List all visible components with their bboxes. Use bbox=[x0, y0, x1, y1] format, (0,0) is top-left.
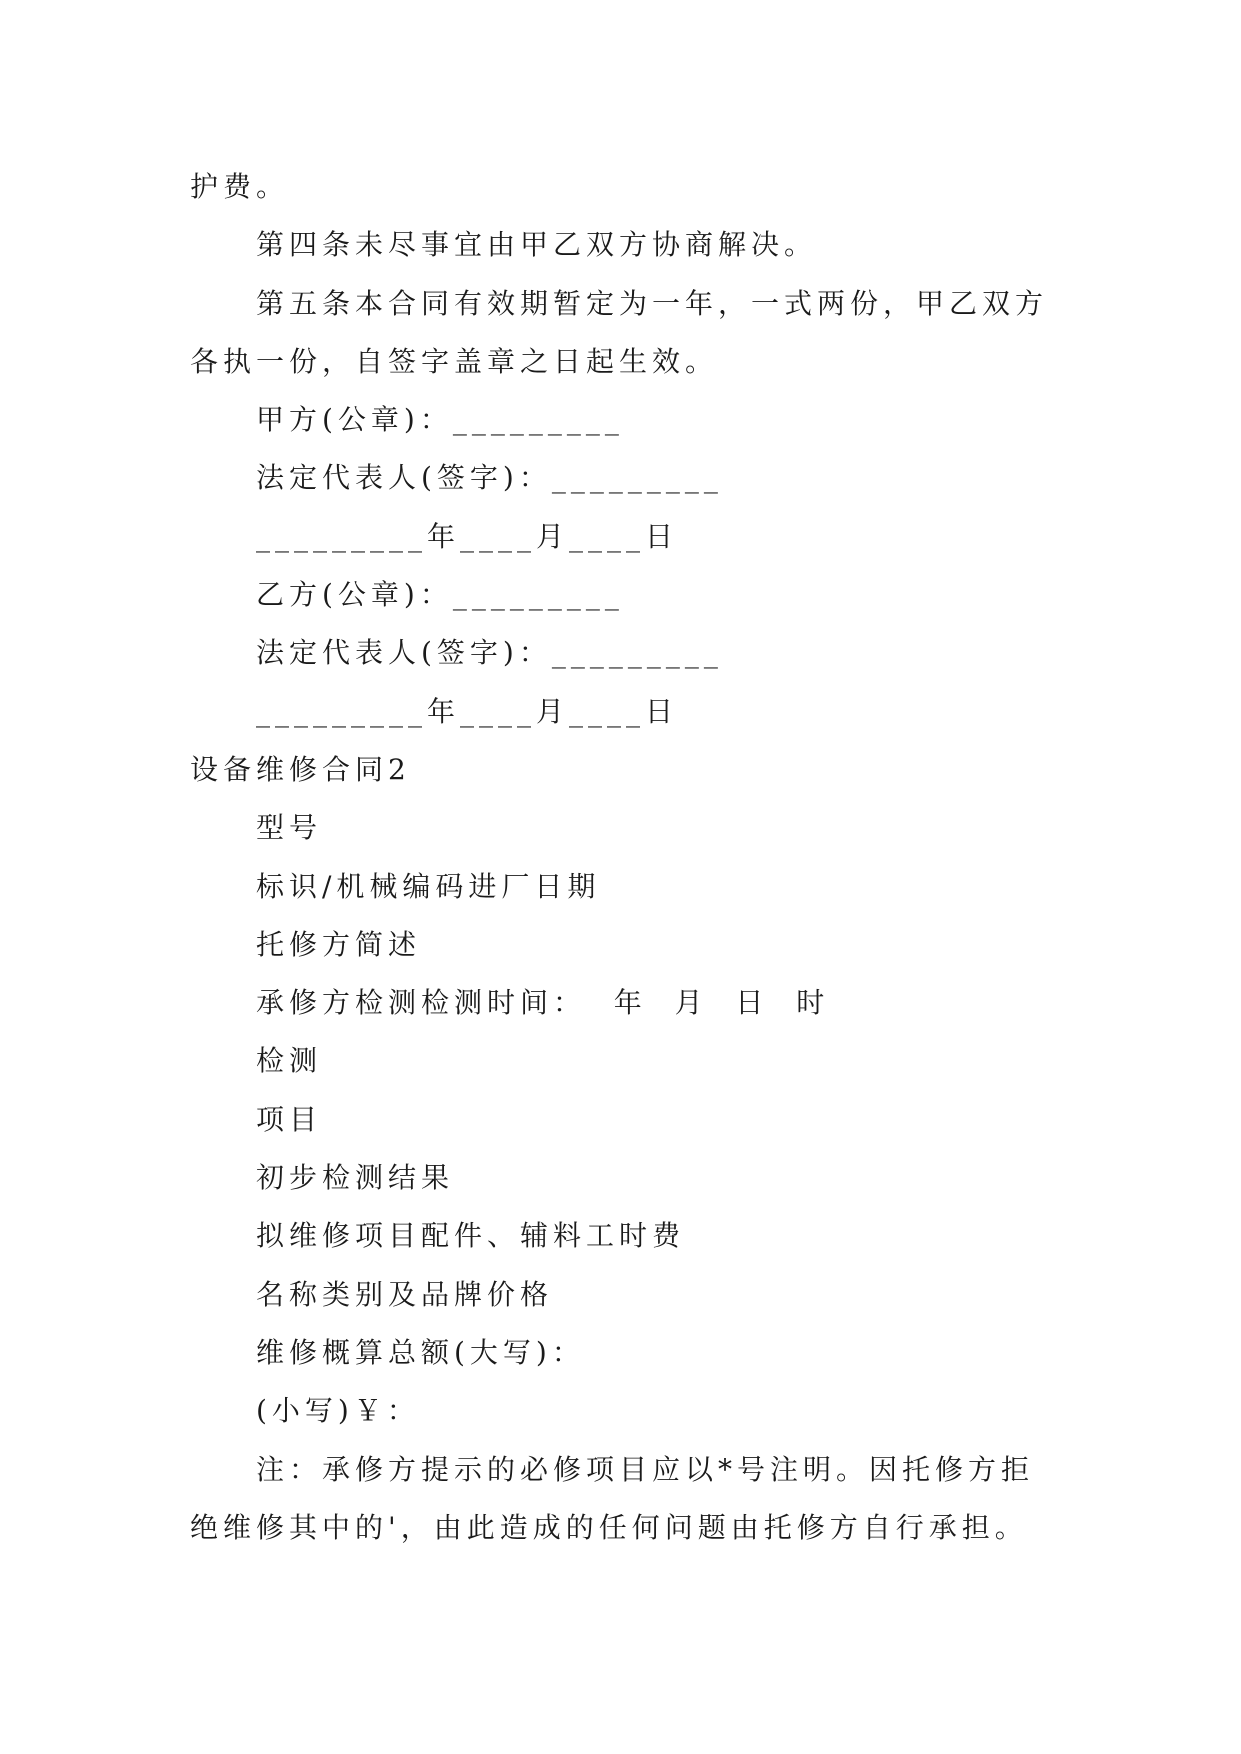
text-line: 法定代表人(签字)：_________ bbox=[256, 461, 723, 495]
text-line: (小写)￥： bbox=[256, 1394, 420, 1428]
text-line: 托修方简述 bbox=[256, 927, 422, 961]
text-line: 第四条未尽事宜由甲乙双方协商解决。 bbox=[256, 228, 818, 262]
text-line: 维修概算总额(大写)： bbox=[256, 1335, 585, 1369]
text-line: 拟维修项目配件、辅料工时费 bbox=[256, 1219, 686, 1253]
document-body bbox=[190, 158, 1060, 1557]
text-line: 初步检测结果 bbox=[256, 1161, 455, 1195]
text-line: 检测 bbox=[256, 1044, 323, 1078]
text-line: 各执一份，自签字盖章之日起生效。 bbox=[190, 344, 719, 378]
text-line: 型号 bbox=[256, 811, 323, 845]
text-line: 设备维修合同2 bbox=[190, 752, 411, 786]
text-line: 法定代表人(签字)：_________ bbox=[256, 636, 723, 670]
text-line: 第五条本合同有效期暂定为一年，一式两份，甲乙双方 bbox=[256, 286, 1049, 320]
text-line: 护费。 bbox=[190, 170, 290, 203]
text-line: _________年____月____日 bbox=[256, 694, 679, 728]
text-line: 承修方检测检测时间： 年 月 日 时 bbox=[256, 986, 830, 1020]
text-line: 绝维修其中的'，由此造成的任何问题由托修方自行承担。 bbox=[190, 1510, 1028, 1544]
text-line: 项目 bbox=[256, 1102, 323, 1136]
text-line: _________年____月____日 bbox=[256, 519, 679, 553]
text-line: 甲方(公章)：_________ bbox=[256, 403, 624, 437]
text-line: 乙方(公章)：_________ bbox=[256, 578, 624, 612]
text-line: 注：承修方提示的必修项目应以*号注明。因托修方拒 bbox=[256, 1452, 1035, 1486]
text-line: 标识/机械编码进厂日期 bbox=[256, 869, 601, 903]
text-line: 名称类别及品牌价格 bbox=[256, 1277, 554, 1311]
